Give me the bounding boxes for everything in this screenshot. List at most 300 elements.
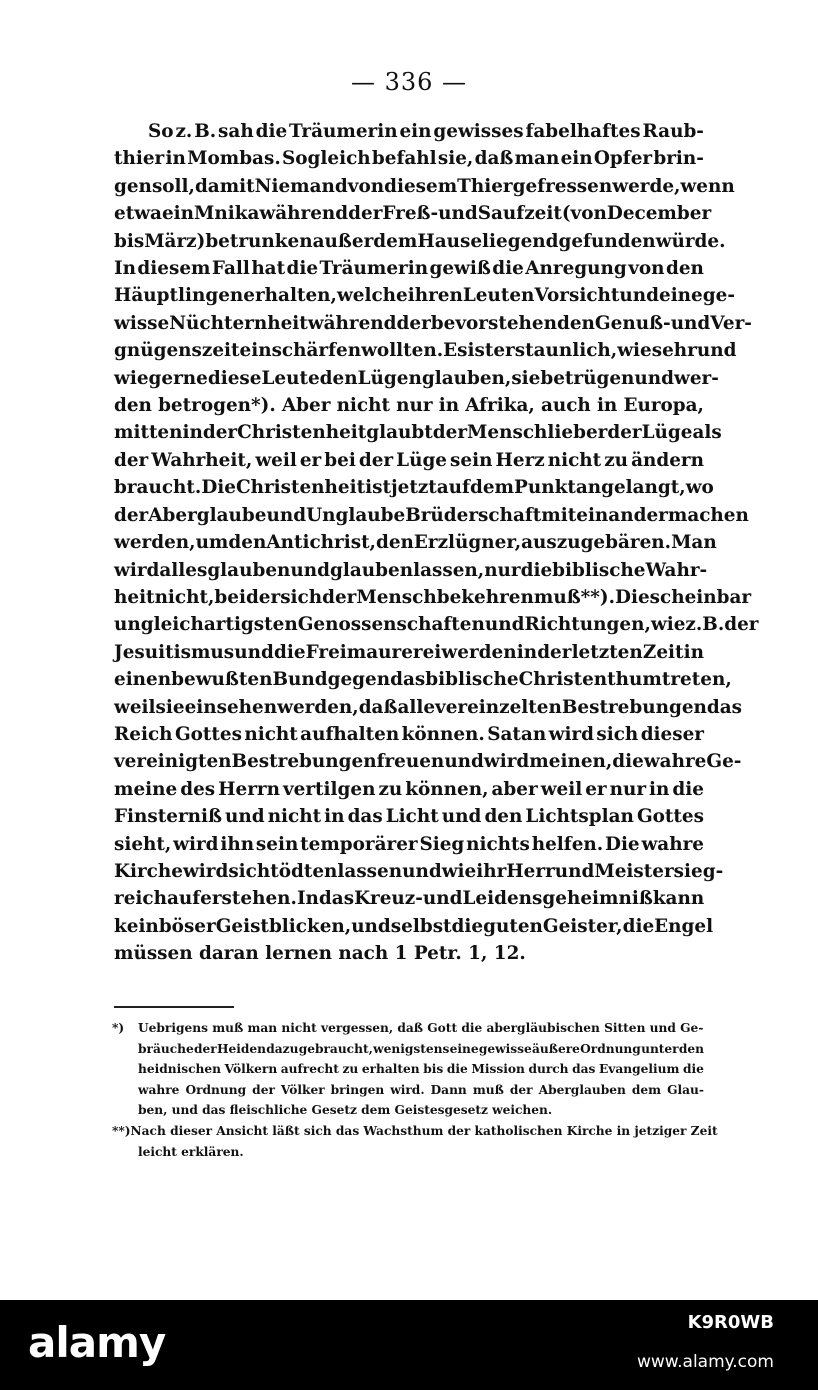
word: ein [399, 121, 432, 142]
word: wenn [680, 175, 735, 197]
text-line [114, 776, 704, 803]
text-line [114, 831, 704, 858]
word: eine [659, 285, 703, 307]
word: Freimaurerei [305, 641, 442, 663]
word: würde. [655, 230, 726, 252]
word: weil [255, 449, 297, 471]
text-line [114, 721, 704, 748]
main-paragraph [114, 118, 759, 968]
word: sein [255, 833, 299, 855]
word: werden [441, 641, 517, 663]
word: der [114, 504, 149, 526]
word: weil [540, 778, 583, 800]
word: Lüge [396, 449, 448, 471]
word: können. [401, 723, 485, 745]
word: fabelhaftes [525, 121, 641, 142]
word: nicht [244, 723, 298, 745]
word: ein [161, 203, 195, 225]
word: lassen, [413, 559, 485, 581]
word: den [319, 367, 358, 389]
word: in [649, 778, 670, 800]
word: in [182, 422, 203, 444]
word: aufhalten [300, 723, 400, 745]
word: guten [483, 915, 543, 937]
word: Christenheit [235, 477, 366, 499]
word: aber [491, 778, 538, 800]
word: werden, [277, 696, 359, 718]
word: den [228, 532, 267, 554]
word: Antichrist, [266, 532, 376, 554]
word: ge- [702, 285, 735, 307]
word: wer- [674, 367, 719, 389]
word: heidnischen [138, 1062, 222, 1077]
word: B. [194, 121, 217, 142]
word: den [375, 532, 414, 554]
word: Völker [280, 1082, 325, 1097]
word: Die [605, 833, 640, 855]
word: Mnika [194, 203, 260, 225]
text-line [114, 228, 726, 255]
word: Opfer [593, 148, 653, 170]
word: Anregung [525, 258, 627, 280]
word: nur [484, 559, 521, 581]
word: wie [441, 860, 477, 882]
word: Träumerin [319, 258, 429, 280]
text-line [114, 145, 704, 172]
word: hat [251, 258, 286, 280]
text-line [114, 666, 732, 693]
word: aufrecht [280, 1062, 339, 1077]
text-line [114, 748, 742, 775]
word: der [358, 449, 394, 471]
word: bis [114, 230, 145, 252]
word: sah [218, 121, 254, 142]
word: glauben [330, 559, 414, 581]
word: und [441, 806, 482, 828]
word: auch [540, 395, 591, 417]
word: sich [228, 860, 271, 882]
word: Mission [471, 1062, 525, 1077]
word: Gottes [636, 806, 704, 828]
word: erhalten [361, 1062, 420, 1077]
word: wird [548, 723, 594, 745]
word: die [492, 258, 524, 280]
word: Engel [654, 915, 714, 937]
word: diese [207, 367, 262, 389]
text-line [114, 611, 759, 638]
word: daß [358, 696, 398, 718]
word: und [484, 614, 525, 636]
footnotes [112, 1018, 718, 1162]
word: Sogleich [281, 148, 371, 170]
word: dem [373, 230, 418, 252]
word: wenigstens [373, 1041, 450, 1056]
watermark-footer [0, 1300, 818, 1390]
word: wie [650, 614, 686, 636]
word: Dann [430, 1082, 467, 1097]
word: betrogen*). [158, 395, 276, 417]
word: Nüchternheit [169, 312, 308, 334]
word: wird. [390, 1082, 425, 1097]
word: Geister, [542, 915, 623, 937]
word: alle [397, 696, 436, 718]
word: böser [158, 915, 216, 937]
word: z. [685, 614, 703, 636]
word: bewußten [171, 669, 273, 691]
word: einsehen [184, 696, 278, 718]
word: um [195, 532, 229, 554]
word: bräuche [138, 1041, 194, 1056]
word: gerne [148, 367, 208, 389]
word: gewisses [433, 121, 524, 142]
word: Heiden [216, 1041, 266, 1056]
word: Europa, [623, 395, 704, 417]
word: jetzt [390, 477, 437, 499]
word: December [606, 203, 712, 225]
word: bevorstehenden [430, 312, 595, 334]
word: in [438, 395, 460, 417]
word: der [252, 1082, 275, 1097]
word: Niemand [254, 175, 348, 197]
word: braucht. [114, 477, 202, 499]
footnote-text: Nach dieser Ansicht läßt sich das Wachsthum der katholischen Kirche in jetziger Zeit [130, 1123, 718, 1138]
word: vereinzelten [435, 696, 562, 718]
word: angelangt, [575, 477, 686, 499]
word: das [347, 806, 383, 828]
word: können, [405, 778, 489, 800]
text-line [114, 200, 712, 227]
word: Meister [594, 860, 674, 882]
word: So [148, 121, 174, 142]
word: durch [528, 1062, 569, 1077]
word: nicht [267, 806, 322, 828]
word: wollten. [361, 340, 444, 362]
word: Herr [506, 860, 555, 882]
word: kann [652, 888, 705, 910]
word: wird [173, 833, 219, 855]
word: nicht, [154, 586, 215, 608]
word: reich [114, 888, 167, 910]
word: selbst [390, 915, 452, 937]
word: bei [324, 449, 356, 471]
word: ein [560, 148, 593, 170]
word: während [259, 203, 349, 225]
word: muß [472, 1082, 504, 1097]
footer-url: www.alamy.com [636, 1352, 774, 1372]
word: blicken, [268, 915, 352, 937]
word: befahl [371, 148, 437, 170]
word: März) [144, 230, 206, 252]
word: glauben, [421, 367, 512, 389]
word: diesem [137, 258, 211, 280]
word: sein [450, 449, 493, 471]
text-line [114, 639, 704, 666]
word: Aberglaube [148, 504, 267, 526]
word: erstaunlich, [493, 340, 618, 362]
text-line [114, 913, 714, 940]
text-line [114, 885, 704, 912]
word: sie [511, 367, 541, 389]
text-line [114, 337, 737, 364]
word: werden, [114, 532, 196, 554]
word: tödten [270, 860, 338, 882]
footnote-1-line [114, 1018, 704, 1039]
word: der [396, 312, 431, 334]
word: einen [114, 669, 172, 691]
word: B. [702, 614, 725, 636]
word: ihren [407, 285, 463, 307]
word: In [114, 258, 136, 280]
word: in [683, 641, 704, 663]
word: mitten [114, 422, 183, 444]
word: und [225, 806, 265, 828]
text-line: müssen daran lernen nach 1 Petr. 1, 12. [114, 943, 526, 965]
word: der [724, 614, 759, 636]
word: er [299, 449, 322, 471]
footnote-1-line: ben, und das fleischliche Gesetz dem Geistesgesetz weichen. [138, 1103, 553, 1118]
word: auszugebären. [521, 532, 672, 554]
word: gefressen [512, 175, 613, 197]
word: machen [667, 504, 749, 526]
word: wird [483, 751, 530, 773]
word: äußere [531, 1041, 580, 1056]
text-line [114, 474, 714, 501]
word: Sieg [419, 833, 465, 855]
word: lieber [547, 422, 608, 444]
word: dem [469, 477, 514, 499]
footnote-2-line: leicht erklären. [138, 1144, 244, 1159]
word: Mensch [356, 586, 437, 608]
word: Aberglauben [538, 1082, 626, 1097]
word: gegen [327, 669, 391, 691]
word: wie [114, 367, 149, 389]
word: Lügen [357, 367, 422, 389]
word: der [245, 586, 281, 608]
word: des [180, 778, 216, 800]
word: diesem [384, 175, 458, 197]
word: bringen [330, 1082, 385, 1097]
word: Bestrebungen [561, 696, 707, 718]
text-line [114, 173, 735, 200]
word: weil [114, 696, 156, 718]
word: bekehren [436, 586, 534, 608]
word: helfen. [531, 833, 604, 855]
word: sie [155, 696, 185, 718]
word: soll, [151, 175, 195, 197]
word: in [596, 395, 618, 417]
word: Thier [457, 175, 513, 197]
word: Genuß- [594, 312, 671, 334]
word: Raub- [642, 121, 704, 142]
word: die [612, 751, 644, 773]
word: Häuptlingen [114, 285, 244, 307]
word: sieg- [673, 860, 724, 882]
word: Saufzeit [477, 203, 562, 225]
word: biblische [425, 669, 519, 691]
footnote-1-line [114, 1039, 704, 1060]
page-number: — 336 — [350, 68, 468, 96]
word: und [670, 312, 711, 334]
text-line [114, 365, 719, 392]
word: kein [114, 915, 159, 937]
word: Richtungen, [524, 614, 651, 636]
word: wisse [114, 312, 170, 334]
text-line [114, 282, 735, 309]
word: Unglaube [306, 504, 406, 526]
word: zu [378, 778, 403, 800]
word: vereinigten [114, 751, 232, 773]
word: dem [631, 1082, 662, 1097]
text-line [114, 392, 704, 419]
word: wo [685, 477, 714, 499]
word: betrügen [540, 367, 635, 389]
word: der [509, 1082, 533, 1097]
word: während [307, 312, 397, 334]
word: Ordnung [580, 1041, 641, 1056]
word: das [572, 1062, 596, 1077]
word: Die [615, 586, 650, 608]
word: wie [617, 340, 652, 362]
word: Völkern [224, 1062, 278, 1077]
word: Herrn [218, 778, 280, 800]
word: Aber [281, 395, 331, 417]
word: bis [423, 1062, 444, 1077]
word: auf [436, 477, 470, 499]
word: biblische [552, 559, 646, 581]
word: Träumerin [289, 121, 398, 142]
word: und [266, 504, 307, 526]
word: sich [596, 723, 639, 745]
word: scheinbar [649, 586, 752, 608]
text-line [114, 529, 717, 556]
text-line [114, 310, 752, 337]
word: Brüderschaft [405, 504, 542, 526]
word: er [585, 778, 607, 800]
word: unter [641, 1041, 679, 1056]
word: Christenheit [237, 422, 367, 444]
word: Evangelium [599, 1062, 680, 1077]
word: die [520, 559, 553, 581]
word: außer [312, 230, 374, 252]
word: Leuten [462, 285, 535, 307]
word: Finsterniß [114, 806, 222, 828]
word: und [422, 888, 463, 910]
word: letzten [571, 641, 643, 663]
word: der [537, 641, 572, 663]
word: ihn [220, 833, 255, 855]
word: damit [194, 175, 255, 197]
word: einschärfen [239, 340, 362, 362]
text-line [114, 255, 704, 282]
word: in [516, 641, 538, 663]
word: das [706, 696, 743, 718]
word: das [318, 888, 355, 910]
word: vertilgen [282, 778, 376, 800]
word: eine [449, 1041, 479, 1056]
word: Kreuz- [354, 888, 423, 910]
word: freuen [376, 751, 445, 773]
footnote-1-line [114, 1080, 704, 1101]
word: die [286, 258, 319, 280]
word: betrunken [205, 230, 313, 252]
word: der [202, 422, 238, 444]
word: wird [114, 559, 160, 581]
word: heit [114, 586, 155, 608]
word: erhalten, [243, 285, 337, 307]
word: ihr [476, 860, 507, 882]
word: wahre [643, 751, 707, 773]
word: gefunden [558, 230, 656, 252]
word: Reich [114, 723, 173, 745]
word: die [446, 1062, 468, 1077]
word: thier [114, 148, 165, 170]
word: Bund [272, 669, 328, 691]
word: meine [114, 778, 178, 800]
word: glaubt [366, 422, 433, 444]
word: sich [280, 586, 323, 608]
word: ungleichartigsten [114, 614, 298, 636]
word: auferstehen. [166, 888, 297, 910]
text-line [114, 694, 743, 721]
word: meinen, [529, 751, 613, 773]
footnote-marker: *) [112, 1021, 125, 1035]
word: alles [159, 559, 208, 581]
word: Man [671, 532, 717, 554]
word: der [607, 422, 642, 444]
word: nur [609, 778, 647, 800]
word: Ge- [706, 751, 742, 773]
word: liegend [482, 230, 559, 252]
word: etwa [114, 203, 162, 225]
word: gebraucht, [298, 1041, 373, 1056]
word: Geist [215, 915, 269, 937]
word: und [619, 285, 659, 307]
text-line [114, 447, 704, 474]
word: Lüge [641, 422, 693, 444]
word: und [438, 203, 478, 225]
word: die [672, 778, 704, 800]
word: sieht, [114, 833, 172, 855]
word: Ordnung [185, 1082, 247, 1097]
word: Lichtsplan [525, 806, 634, 828]
word: treten, [661, 669, 732, 691]
word: und [696, 340, 737, 362]
word: man [514, 148, 560, 170]
word: das [390, 669, 426, 691]
footnote-2-line [112, 1121, 718, 1142]
word: zu [342, 1062, 359, 1077]
word: Ver- [710, 312, 752, 334]
word: Punkt [514, 477, 576, 499]
word: die [683, 1062, 704, 1077]
word: die [451, 915, 484, 937]
word: und [351, 915, 391, 937]
image-code: K9R0WB [687, 1312, 774, 1333]
word: daß [474, 148, 514, 170]
word: der [432, 422, 468, 444]
word: der [194, 1041, 217, 1056]
word: die [274, 641, 306, 663]
word: Leidensgeheimniß [462, 888, 653, 910]
text-line [114, 858, 724, 885]
word: Christenthum [518, 669, 662, 691]
word: gen [114, 175, 152, 197]
word: z. [175, 121, 193, 142]
word: dieser [640, 723, 704, 745]
word: Die [201, 477, 236, 499]
word: gewiß [429, 258, 491, 280]
word: nicht [336, 395, 390, 417]
